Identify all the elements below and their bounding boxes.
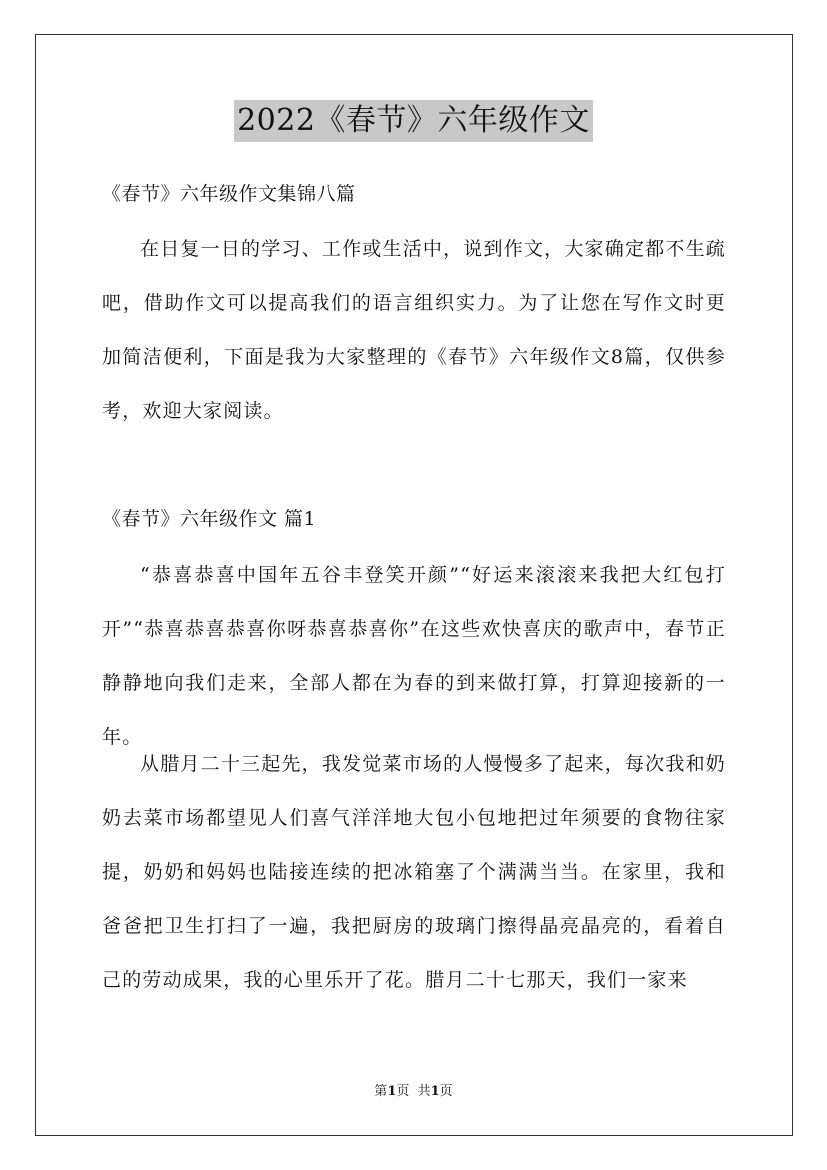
footer-page-mid: 页 共: [396, 1084, 431, 1099]
footer-page-prefix: 第: [374, 1084, 388, 1099]
page-footer: [0, 1083, 827, 1101]
document-subtitle: 《春节》六年级作文集锦八篇: [102, 183, 356, 205]
intro-paragraph: 在日复一日的学习、工作或生活中，说到作文，大家确定都不生疏吧，借助作文可以提高我们的语言组织实力。为了让您在写作文时更加简洁便利，下面是我为大家整理的《春节》六年级作文8篇，仅供参考，欢迎大家阅读。: [102, 238, 726, 422]
title-container: [0, 100, 827, 142]
section-heading: 《春节》六年级作文 篇1: [102, 508, 317, 530]
body-paragraph-2: 从腊月二十三起先，我发觉菜市场的人慢慢多了起来，每次我和奶奶去菜市场都望见人们喜气洋洋地大包小包地把过年须要的食物往家提，奶奶和妈妈也陆接连续的把冰箱塞了个满满当当。在家里，我和爸爸把卫生打扫了一遍，我把厨房的玻璃门擦得晶亮晶亮的，看着自己的劳动成果，我的心里乐开了花。腊月二十七那天，我们一家来: [102, 753, 726, 991]
document-title: 2022《春节》六年级作文: [234, 100, 593, 142]
body-paragraph-1: “恭喜恭喜中国年五谷丰登笑开颜”“好运来滚滚来我把大红包打开”“恭喜恭喜恭喜你呀恭喜恭喜你”在这些欢快喜庆的歌声中，春节正静静地向我们走来，全部人都在为春的到来做打算，打算迎接新的一年。: [102, 564, 726, 748]
footer-page-suffix: 页: [439, 1084, 453, 1099]
footer-total-pages: 1: [430, 1084, 440, 1099]
footer-page-number: 1: [387, 1084, 397, 1099]
